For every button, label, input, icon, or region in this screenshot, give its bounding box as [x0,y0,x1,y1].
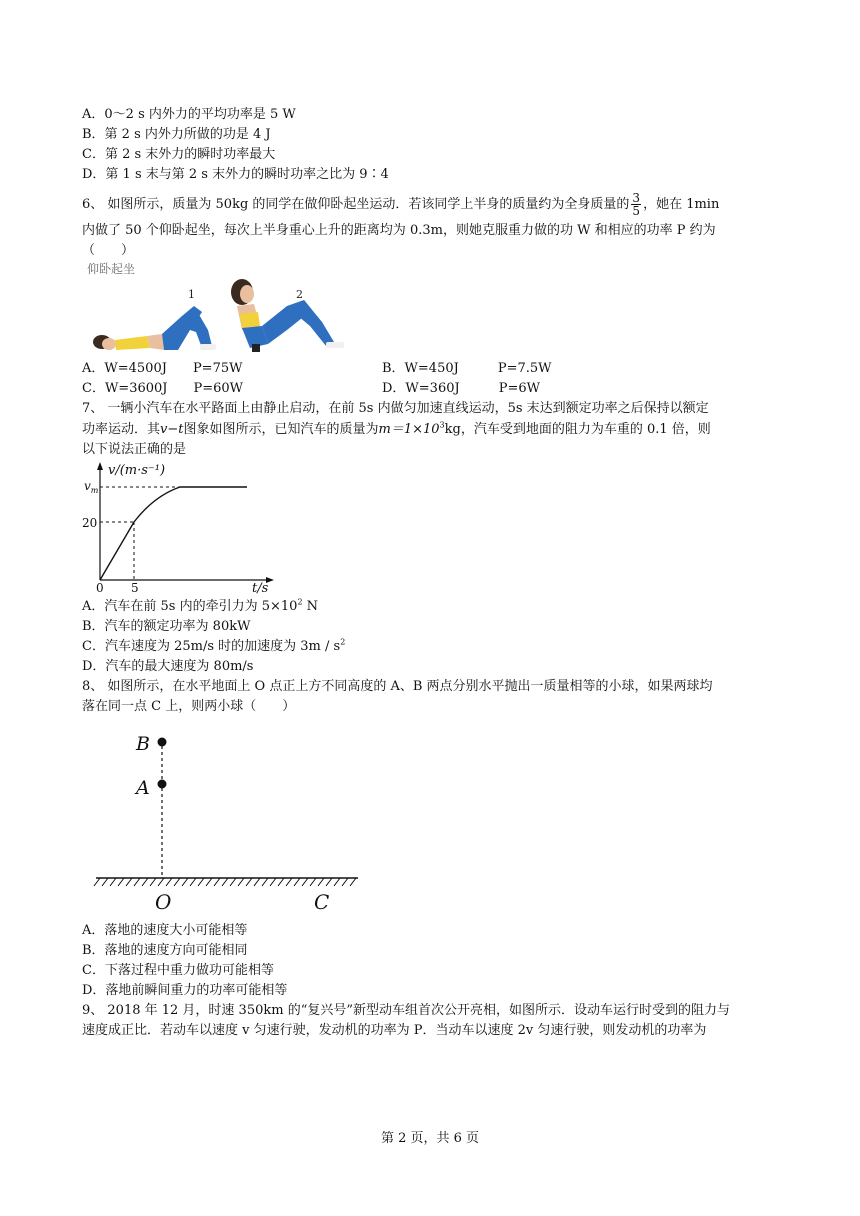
q9-line-1: 9、 2018 年 12 月，时速 350km 的“复兴号”新型动车组首次公开亮相，如图所示．设动车运行时受到的阻力与 [82,1003,731,1018]
q9-line-2: 速度成正比．若动车以速度 v 匀速行驶，发动机的功率为 P．当动车以速度 2v 匀速行驶，则发动机的功率为 [82,1023,707,1038]
q7-line-3: 以下说法正确的是 [82,442,187,457]
q7-option-a-exponent: 2 [297,597,303,607]
q5-option-a: A．0～2 s 内外力的平均功率是 5 W [82,107,296,122]
q6-line-1 [82,192,719,217]
q7-line-1: 7、 一辆小汽车在水平路面上由静止启动，在前 5s 内做匀加速直线运动，5s 末达到额定功率之后保持以额定 [82,401,709,416]
q6-fraction-denominator: 5 [632,204,641,218]
q6-fraction [631,192,641,217]
q7-option-a-text: A．汽车在前 5s 内的牵引力为 5×10 [82,599,298,614]
q8-option-d: D．落地前瞬间重力的功率可能相等 [82,983,288,998]
situp-figure [82,260,362,360]
vt-tick-5: 5 [131,581,139,594]
q7-text-mid: 图象如图所示，已知汽车的质量为 [183,422,379,437]
vt-y-arrow [97,462,103,470]
q8-line-1: 8、 如图所示，在水平地面上 O 点正上方不同高度的 A、B 两点分别水平抛出一质量相等的小球，如果两球均 [82,679,713,694]
q6-option-a: A．W=4500J P=75W [82,361,243,376]
q7-mass: m＝1×10 [378,422,440,437]
q7-mass-unit: kg [444,422,461,437]
vt-x-label: t/s [252,581,269,594]
q6-text-post: ，她在 1min [643,197,720,212]
situp-label-2: 2 [296,288,303,301]
vt-tick-0: 0 [96,581,104,594]
q5-option-c: C．第 2 s 末外力的瞬时功率最大 [82,147,276,162]
vt-tick-vm: $v_m$ [84,479,99,495]
q6-line-2: 内做了 50 个仰卧起坐，每次上半身重心上升的距离均为 0.3m，则她克服重力做的功 W 和相应的功率 P 约为 [82,223,716,238]
q6-option-d: D．W=360J P=6W [382,381,540,396]
vt-chart [82,458,282,594]
q7-mass-exponent: 3 [439,420,445,430]
situp-person-2 [231,279,344,352]
q6-fraction-numerator: 3 [632,191,641,205]
q7-vt-symbol: v−t [160,422,184,437]
page-footer: 第 2 页，共 6 页 [380,1131,480,1146]
q8-line-2: 落在同一点 C 上，则两小球（ ） [82,699,296,714]
q7-text-pre: 功率运动．其 [82,422,161,437]
q7-option-b: B．汽车的额定功率为 80kW [82,619,251,634]
q7-text-post: ，汽车受到地面的阻力为车重的 0.1 倍，则 [460,422,711,437]
q7-option-c-exponent: 2 [340,637,346,647]
q7-option-a [82,598,318,616]
vt-curve [100,487,247,580]
situp-label-1: 1 [188,288,195,301]
q5-option-b: B．第 2 s 内外力所做的功是 4 J [82,127,271,142]
q7-option-a-unit: N [302,599,319,614]
q6-option-c: C．W=3600J P=60W [82,381,244,396]
q6-text-pre: 6、 如图所示，质量为 50kg 的同学在做仰卧起坐运动．若该同学上半身的质量约为全身质量的 [82,197,630,212]
fig-label-c: C [314,890,330,914]
q7-option-c [82,638,345,656]
projectile-figure [92,726,364,922]
q8-option-c: C．下落过程中重力做功可能相等 [82,963,274,978]
situp-person-1 [93,306,216,350]
ground-hatching [94,878,356,886]
fig-label-a: A [136,777,150,799]
q7-line-2 [82,421,711,439]
fig-label-o: O [155,890,172,914]
q8-option-a: A．落地的速度大小可能相等 [82,923,248,938]
vt-y-label: v/(m·s⁻¹) [108,463,166,478]
q7-option-d: D．汽车的最大速度为 80m/s [82,659,254,674]
vt-tick-20: 20 [82,516,98,530]
fig-label-b: B [136,733,150,755]
q6-line-3: （ ） [82,243,135,258]
q5-option-d: D．第 1 s 末与第 2 s 末外力的瞬时功率之比为 9∶4 [82,167,389,182]
situp-figure-title: 仰卧起坐 [87,262,136,276]
q6-option-b: B．W=450J P=7.5W [382,361,552,376]
q7-option-c-text: C．汽车速度为 25m/s 时的加速度为 3m / s [82,639,341,654]
point-b [158,738,167,747]
q8-option-b: B．落地的速度方向可能相同 [82,943,248,958]
